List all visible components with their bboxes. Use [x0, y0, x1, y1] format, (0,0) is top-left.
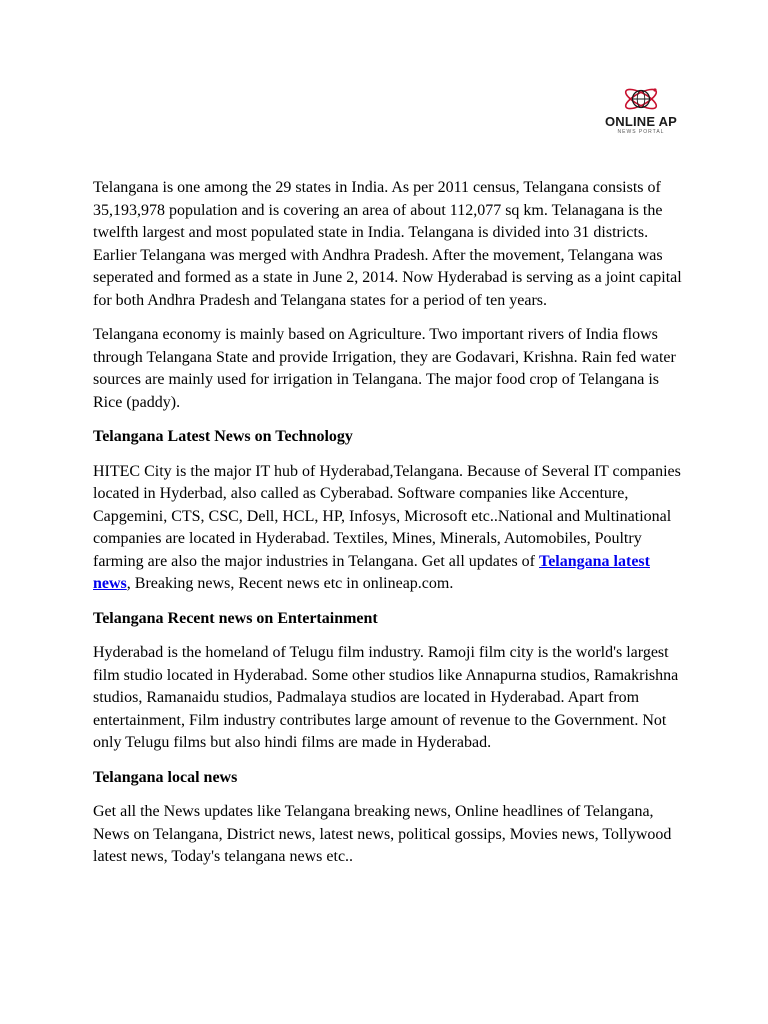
heading-entertainment: Telangana Recent news on Entertainment — [93, 609, 378, 627]
logo-subtitle: NEWS PORTAL — [617, 129, 665, 135]
paragraph-entertainment: Hyderabad is the homeland of Telugu film industry. Ramoji film city is the world's largest film studio located in Hyderabad. Some other studios like Annapurna studios, Ramakrishna studios, Ramanaidu studios, Padmalaya studios are located in Hyderabad. Apart from entertainment, Film industry contributes large amount of revenue to the Government. Not only Telugu films but also hindi films are made in Hyderabad. — [93, 644, 679, 751]
globe-orbit-icon — [621, 84, 661, 114]
paragraph-intro: Telangana is one among the 29 states in India. As per 2011 census, Telangana consists of 35,193,978 population and is covering an area of about 112,077 sq km. Telanagana is the twelfth largest and most populated state in India. Telangana is divided into 31 districts. Earlier Telangana was merged with Andhra Pradesh. After the movement, Telangana was seperated and formed as a state in June 2, 2014. Now Hyderabad is serving as a joint capital for both Andhra Pradesh and Telangana states for a period of ten years. — [93, 179, 682, 309]
heading-local-news: Telangana local news — [93, 768, 238, 786]
paragraph-economy: Telangana economy is mainly based on Agriculture. Two important rivers of India flows through Telangana State and provide Irrigation, they are Godavari, Krishna. Rain fed water sources are mainly used for irrigation in Telangana. The major food crop of Telangana is Rice (paddy). — [93, 326, 676, 411]
document-body — [93, 177, 683, 881]
paragraph-technology-text: HITEC City is the major IT hub of Hyderabad,Telangana. Because of Several IT companies located in Hyderbad, also called as Cyberabad. Software companies like Accenture, Capgemini, CTS, CSC, Dell, HCL, HP, Infosys, Microsoft etc..National and Multinational companies are located in Hyderabad. Textiles, Mines, Minerals, Automobiles, Poultry farming are also the major industries in Telangana. Get all updates of — [93, 462, 681, 570]
paragraph-technology — [93, 461, 683, 596]
logo-name: ONLINE AP — [604, 114, 678, 129]
paragraph-technology-text-end: , Breaking news, Recent news etc in onlineap.com. — [126, 575, 454, 592]
paragraph-local-news: Get all the News updates like Telangana breaking news, Online headlines of Telangana, News on Telangana, District news, latest news, political gossips, Movies news, Tollywood latest news, Today's telangana news etc.. — [93, 803, 672, 865]
heading-technology: Telangana Latest News on Technology — [93, 428, 353, 445]
telangana-latest-news-link[interactable]: Telangana latest news — [93, 552, 650, 592]
online-ap-logo — [596, 84, 686, 152]
